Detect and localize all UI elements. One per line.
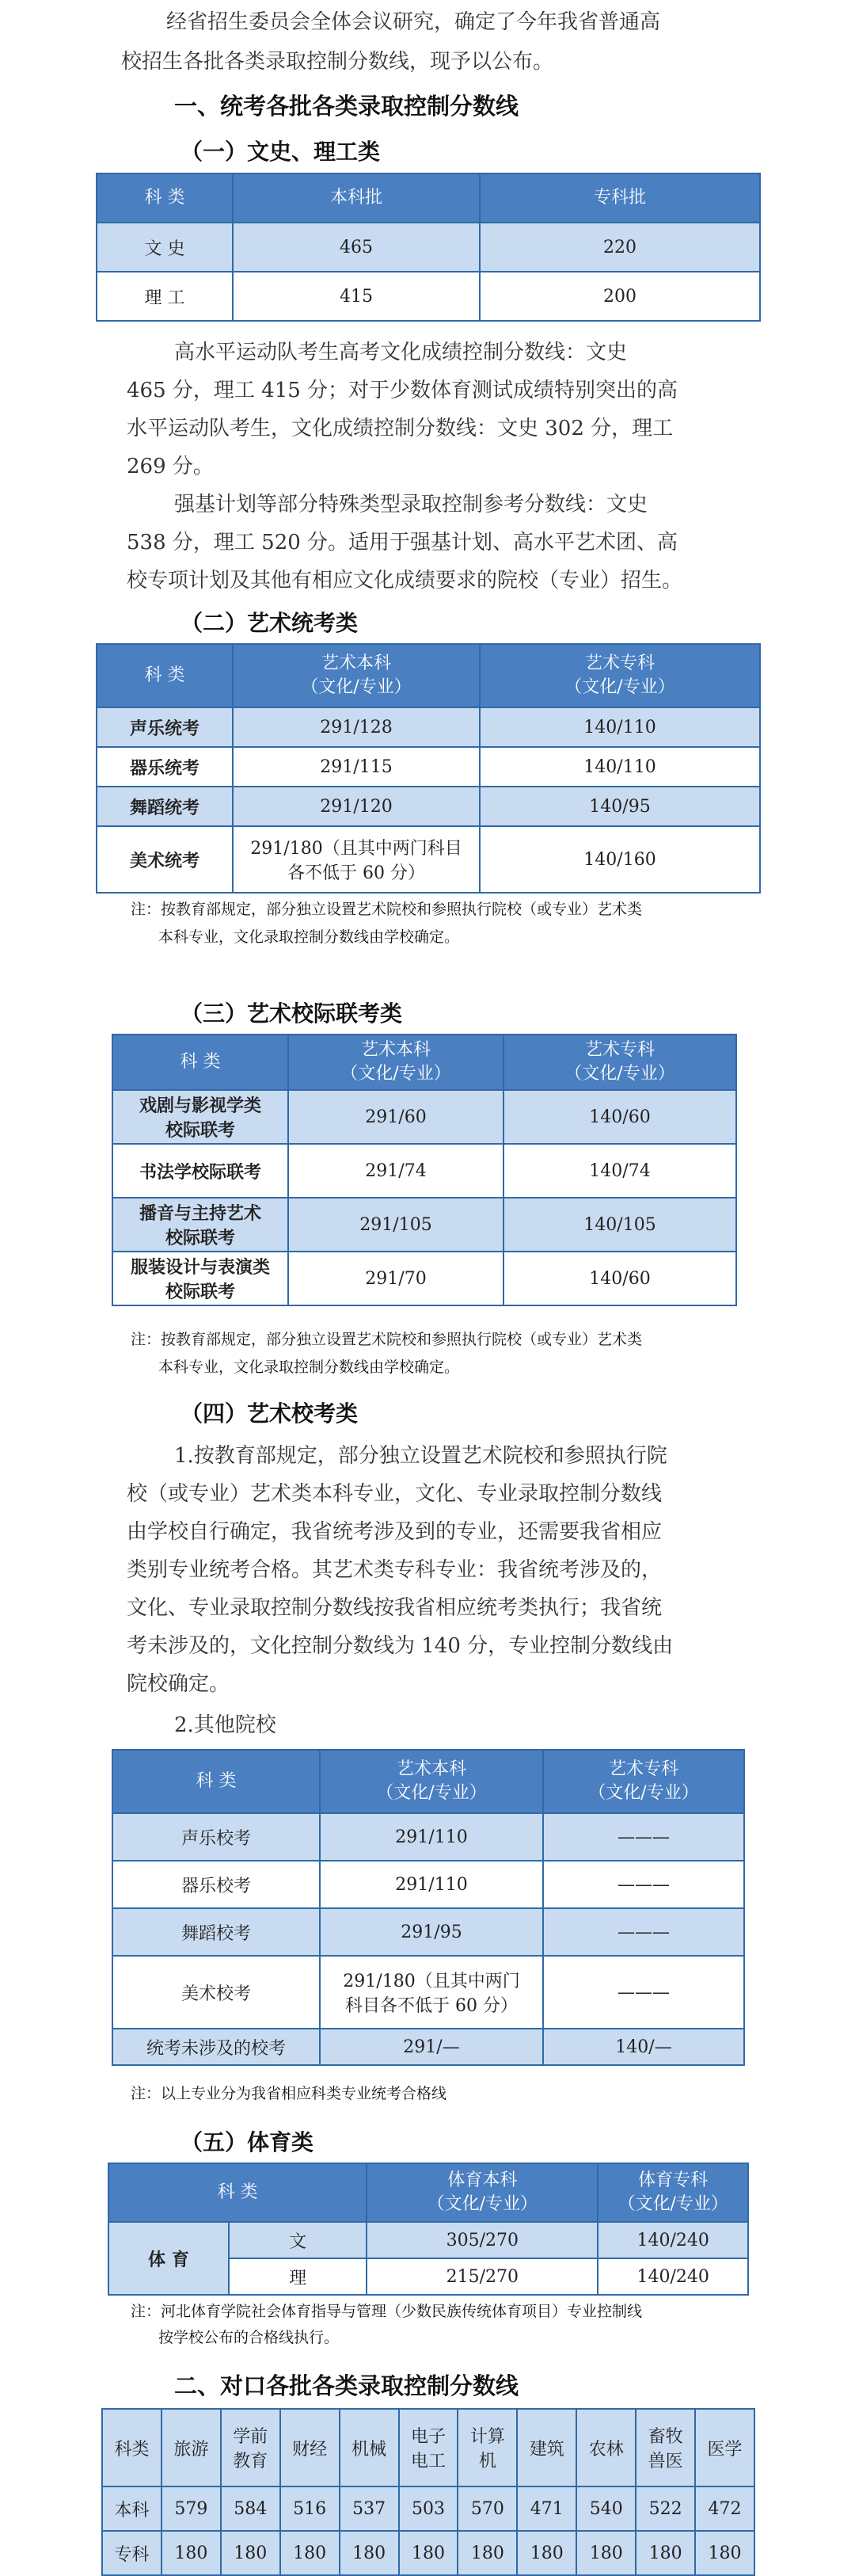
table-header: 机械: [340, 2409, 399, 2486]
table-cell: 200: [480, 272, 760, 321]
table-row: [112, 1908, 744, 1956]
table-cell: 537: [340, 2486, 399, 2531]
table-cell: 516: [280, 2486, 340, 2531]
sub3-title: （三）艺术校际联考类: [180, 1000, 403, 1027]
para1-line-2: 465 分，理工 415 分；对于少数体育测试成绩特别突出的高: [127, 379, 678, 402]
sub5-note-line-1: 注：河北体育学院社会体育指导与管理（少数民族传统体育项目）专业控制线: [131, 2303, 643, 2320]
table-cell: 声乐校考: [112, 1813, 320, 1861]
para1-line-3: 水平运动队考生，文化成绩控制分数线：文史 302 分，理工: [127, 417, 674, 440]
table-cell: 书法学校际联考: [112, 1144, 288, 1198]
table-cell: 文: [229, 2222, 367, 2258]
para2-line-3: 校专项计划及其他有相应文化成绩要求的院校（专业）招生。: [127, 569, 683, 593]
table-cell: 579: [162, 2486, 221, 2531]
table-vocational: [101, 2408, 755, 2576]
header-line: 畜牧: [648, 2427, 683, 2447]
table-cell: 215/270: [367, 2258, 598, 2295]
table-cell: 180: [517, 2531, 576, 2575]
table-cell: [320, 1956, 543, 2029]
table-cell: 180: [576, 2531, 636, 2575]
para2-line-1: 强基计划等部分特殊类型录取控制参考分数线：文史: [174, 493, 648, 516]
table-cell: [112, 1252, 288, 1305]
table-cell: 140/95: [480, 787, 760, 826]
table-header: 科 类: [108, 2163, 367, 2222]
table-cell: 415: [233, 272, 480, 321]
sub4-para-line-1: 1.按教育部规定，部分独立设置艺术院校和参照执行院: [174, 1444, 667, 1468]
para2-line-2: 538 分，理工 520 分。适用于强基计划、高水平艺术团、高: [127, 531, 678, 554]
table-header: [543, 1750, 744, 1813]
table-cell: 180: [636, 2531, 695, 2575]
sub4-para-line-7: 院校确定。: [127, 1672, 230, 1696]
cell-line: 校际联考: [165, 1121, 235, 1141]
table-cell: 美术统考: [97, 826, 233, 893]
table-art-school: [112, 1749, 745, 2066]
table-row: [97, 223, 760, 272]
table-cell: 291/128: [233, 707, 480, 747]
table-cell: 291/120: [233, 787, 480, 826]
table-cell: 291/74: [288, 1144, 504, 1198]
header-line: （文化/专业）: [618, 2194, 728, 2214]
cell-line: 291/180（且其中两门: [343, 1972, 520, 1991]
table-cell: 本科: [102, 2486, 162, 2531]
header-line: 艺术本科: [360, 1040, 431, 1060]
table-header: [598, 2163, 748, 2222]
table-row: [112, 1198, 736, 1252]
table-header: 科 类: [112, 1750, 320, 1813]
table-header: [504, 1035, 736, 1090]
table-cell: 140/—: [543, 2029, 744, 2065]
table-header: 科 类: [112, 1035, 288, 1090]
table-cell: 专科: [102, 2531, 162, 2575]
table-header: 农林: [576, 2409, 636, 2486]
table-art-unified: [96, 643, 761, 894]
para1-line-4: 269 分。: [127, 455, 214, 478]
header-line: 兽医: [648, 2452, 683, 2471]
table-cell: [112, 1090, 288, 1144]
sub1-title: （一）文史、理工类: [180, 139, 381, 165]
table-header: [399, 2409, 458, 2486]
table-row: [112, 1956, 744, 2029]
table-header: [320, 1750, 543, 1813]
table-cell: ———: [543, 1861, 744, 1908]
sub4-title: （四）艺术校考类: [180, 1400, 359, 1427]
sub4-para-line-6: 考未涉及的，文化控制分数线为 140 分，专业控制分数线由: [127, 1634, 674, 1658]
header-line: 艺术专科: [608, 1759, 678, 1779]
table-cell: 器乐校考: [112, 1861, 320, 1908]
sub2-note-line-2: 本科专业，文化录取控制分数线由学校确定。: [158, 928, 460, 946]
table-header: [221, 2409, 280, 2486]
table-header: 专科批: [480, 173, 760, 223]
table-cell: 584: [221, 2486, 280, 2531]
table-row: [97, 707, 760, 747]
table-row: [112, 2029, 744, 2065]
table-cell: 180: [162, 2531, 221, 2575]
table-cell: 180: [340, 2531, 399, 2575]
table-cell: 291/105: [288, 1198, 504, 1252]
table-cell: 140/110: [480, 707, 760, 747]
header-line: （文化/专业）: [564, 677, 675, 697]
table-cell: ———: [543, 1956, 744, 2029]
section1-title: 一、统考各批各类录取控制分数线: [174, 93, 519, 120]
table-sports: [108, 2163, 749, 2296]
table-row: [112, 1090, 736, 1144]
table-header: 建筑: [517, 2409, 576, 2486]
table-cell: 291/110: [320, 1861, 543, 1908]
table-row: [97, 747, 760, 787]
header-line: 机: [478, 2452, 496, 2471]
sub4-para-line-3: 由学校自行确定，我省统考涉及到的专业，还需要我省相应: [127, 1520, 663, 1544]
section2-title: 二、对口各批各类录取控制分数线: [174, 2372, 519, 2399]
table-row: [97, 787, 760, 826]
table-header: [233, 644, 480, 707]
header-line: 体育专科: [638, 2170, 709, 2190]
sub5-title: （五）体育类: [180, 2129, 314, 2155]
table-cell: 180: [221, 2531, 280, 2575]
header-line: （文化/专业）: [301, 677, 412, 697]
table-cell: 291/110: [320, 1813, 543, 1861]
header-line: 艺术本科: [321, 654, 391, 673]
table-cell: 503: [399, 2486, 458, 2531]
table-header: 旅游: [162, 2409, 221, 2486]
table-row: [102, 2486, 754, 2531]
table-row: [112, 1813, 744, 1861]
table-row: [97, 272, 760, 321]
header-line: 艺术专科: [584, 1040, 655, 1060]
table-cell: ———: [543, 1908, 744, 1956]
table-cell: 471: [517, 2486, 576, 2531]
table-cell: 140/240: [598, 2258, 748, 2295]
sub4-para-line-4: 类别专业统考合格。其艺术类专科专业：我省统考涉及的，: [127, 1558, 663, 1582]
cell-line: 播音与主持艺术: [139, 1204, 261, 1224]
cell-line: 校际联考: [165, 1229, 235, 1248]
table-cell: 180: [399, 2531, 458, 2575]
table-row: [108, 2222, 748, 2258]
table-row: [112, 1252, 736, 1305]
table-cell: 140/160: [480, 826, 760, 893]
cell-line: 各不低于 60 分）: [287, 863, 425, 883]
table-cell: 140/105: [504, 1198, 736, 1252]
sub2-title: （二）艺术统考类: [180, 610, 359, 636]
table-cell: 540: [576, 2486, 636, 2531]
table-cell: 180: [280, 2531, 340, 2575]
table-art-joint: [112, 1034, 737, 1306]
table-cell: 180: [695, 2531, 754, 2575]
table-cell: 305/270: [367, 2222, 598, 2258]
header-line: （文化/专业）: [340, 1064, 451, 1084]
table-row: [112, 1144, 736, 1198]
table-cell: 舞蹈统考: [97, 787, 233, 826]
header-line: 电工: [410, 2452, 446, 2471]
header-line: 学前: [233, 2427, 268, 2447]
table-row: [97, 826, 760, 893]
header-line: （文化/专业）: [376, 1783, 487, 1803]
table-header: [636, 2409, 695, 2486]
sub4-para-line-5: 文化、专业录取控制分数线按我省相应统考类执行；我省统: [127, 1596, 663, 1620]
table-row: [112, 1861, 744, 1908]
sub3-note-line-2: 本科专业，文化录取控制分数线由学校确定。: [158, 1358, 460, 1376]
table-cell: 220: [480, 223, 760, 272]
table-cell: 465: [233, 223, 480, 272]
table-cell: ———: [543, 1813, 744, 1861]
intro-line-1: 经省招生委员会全体会议研究，确定了今年我省普通高: [166, 10, 661, 34]
table-cell: 美术校考: [112, 1956, 320, 2029]
table-cell: 180: [458, 2531, 517, 2575]
intro-line-2: 校招生各批各类录取控制分数线，现予以公布。: [121, 50, 554, 74]
header-line: （文化/专业）: [427, 2194, 538, 2214]
table-cell: 体 育: [108, 2222, 229, 2295]
table-header: 科 类: [97, 644, 233, 707]
sub5-note-line-2: 按学校公布的合格线执行。: [158, 2329, 340, 2346]
table-cell: 文 史: [97, 223, 233, 272]
sub3-note-line-1: 注：按教育部规定，部分独立设置艺术院校和参照执行院校（或专业）艺术类: [131, 1331, 643, 1348]
table-cell: 291/115: [233, 747, 480, 787]
sub4-note: 注：以上专业分为我省相应科类专业统考合格线: [131, 2085, 447, 2102]
table-cell: 291/—: [320, 2029, 543, 2065]
sub4-para-line-2: 校（或专业）艺术类本科专业，文化、专业录取控制分数线: [127, 1482, 663, 1506]
table-cell: 291/70: [288, 1252, 504, 1305]
table-cell: 522: [636, 2486, 695, 2531]
header-line: （文化/专业）: [588, 1783, 699, 1803]
table-header: [367, 2163, 598, 2222]
cell-line: 291/180（且其中两门科目: [250, 839, 462, 859]
table-cell: 理: [229, 2258, 367, 2295]
table-header: 本科批: [233, 173, 480, 223]
table-cell: 140/240: [598, 2222, 748, 2258]
table-cell: [112, 1198, 288, 1252]
cell-line: 戏剧与影视学类: [139, 1096, 261, 1116]
table-cell: 器乐统考: [97, 747, 233, 787]
table-cell: 140/60: [504, 1252, 736, 1305]
table-cell: 理 工: [97, 272, 233, 321]
header-line: 计算: [469, 2427, 505, 2447]
cell-line: 科目各不低于 60 分）: [345, 1996, 518, 2016]
table-cell: 291/95: [320, 1908, 543, 1956]
table-header: 财经: [280, 2409, 340, 2486]
sub2-note-line-1: 注：按教育部规定，部分独立设置艺术院校和参照执行院校（或专业）艺术类: [131, 901, 643, 918]
cell-line: 校际联考: [165, 1282, 235, 1302]
table-header: [480, 644, 760, 707]
para1-line-1: 高水平运动队考生高考文化成绩控制分数线：文史: [174, 341, 628, 364]
header-line: 电子: [410, 2427, 446, 2447]
table-header: [458, 2409, 517, 2486]
cell-line: 服装设计与表演类: [130, 1258, 270, 1278]
table-cell: 291/60: [288, 1090, 504, 1144]
table-cell: 统考未涉及的校考: [112, 2029, 320, 2065]
header-line: 艺术专科: [584, 654, 655, 673]
table-cell: 570: [458, 2486, 517, 2531]
header-line: 艺术本科: [396, 1759, 466, 1779]
header-line: 教育: [233, 2452, 268, 2471]
table-cell: 140/60: [504, 1090, 736, 1144]
table-header: 医学: [695, 2409, 754, 2486]
table-wenli: [96, 173, 761, 322]
sub4-item2: 2.其他院校: [174, 1713, 276, 1737]
table-header: 科类: [102, 2409, 162, 2486]
table-cell: 140/110: [480, 747, 760, 787]
table-cell: 舞蹈校考: [112, 1908, 320, 1956]
table-cell: 声乐统考: [97, 707, 233, 747]
header-line: （文化/专业）: [564, 1064, 675, 1084]
table-cell: [233, 826, 480, 893]
table-cell: 472: [695, 2486, 754, 2531]
header-line: 体育本科: [447, 2170, 518, 2190]
table-header: [288, 1035, 504, 1090]
table-cell: 140/74: [504, 1144, 736, 1198]
table-header: 科 类: [97, 173, 233, 223]
